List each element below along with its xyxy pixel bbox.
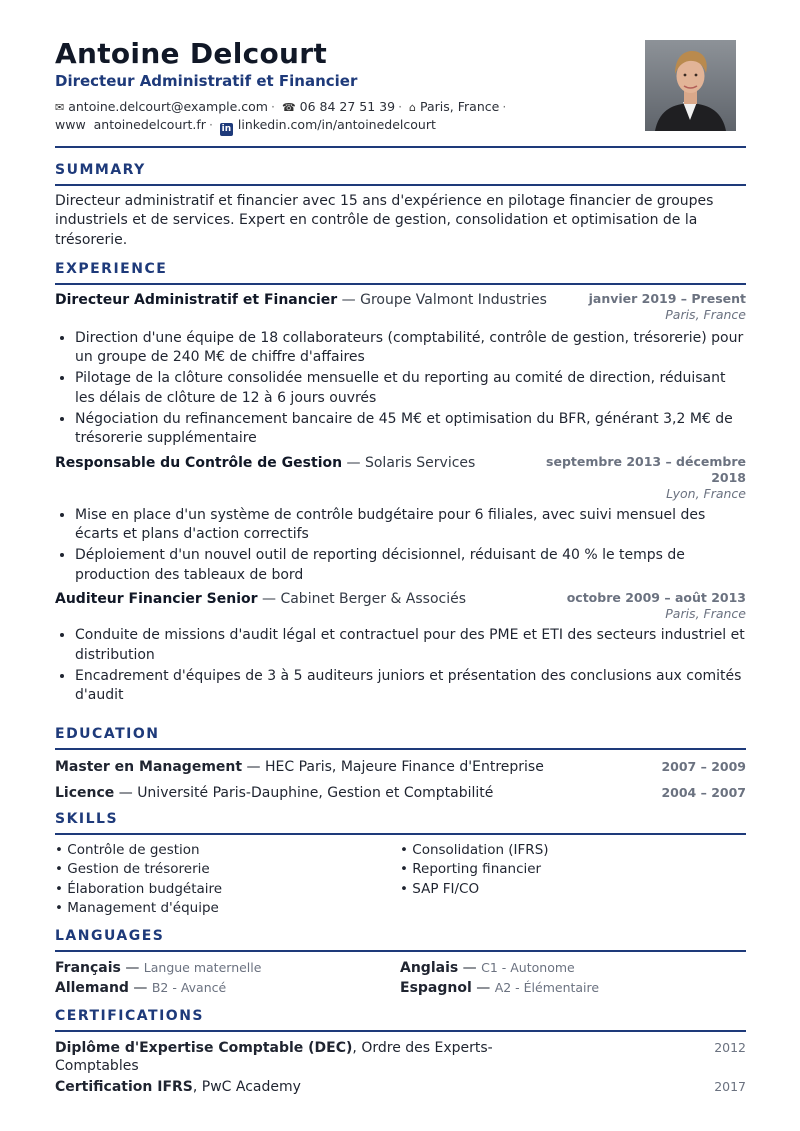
certification-issuer: Ordre des Experts-Comptables (55, 1039, 493, 1074)
certification-name: Certification IFRS (55, 1078, 193, 1095)
job-role: Directeur Administratif et Financier (55, 291, 338, 308)
phone-icon: ☎ (281, 101, 296, 114)
job-location: Paris, France (665, 606, 746, 621)
section-divider (55, 184, 746, 186)
job-bullets (55, 506, 746, 586)
resume-header (55, 38, 746, 138)
job-dates: septembre 2013 – décembre 2018 (546, 453, 746, 485)
email-link[interactable]: antoine.delcourt@example.com (68, 99, 268, 114)
candidate-title: Directeur Administratif et Financier (55, 72, 358, 90)
degree-name: Licence (55, 784, 115, 801)
skill-item: • Management d'équipe (55, 900, 219, 916)
section-title-skills: SKILLS (55, 811, 119, 827)
job-dates: janvier 2019 – Present (588, 290, 746, 306)
degree-dates: 2007 – 2009 (661, 758, 746, 774)
job-entry: Responsable du Contrôle de Gestion — Solaris Services septembre 2013 – décembre 2018 Lyon, France (55, 453, 746, 501)
header-divider (55, 146, 746, 148)
language-item: Anglais — C1 - Autonome (400, 959, 575, 976)
profile-photo (645, 40, 736, 131)
section-title-certifications: CERTIFICATIONS (55, 1008, 205, 1024)
experience-section (55, 261, 746, 707)
job-company: Solaris Services (364, 454, 476, 471)
section-divider (55, 283, 746, 285)
certification-entry: Certification IFRS, PwC Academy 2017 (55, 1078, 746, 1095)
skill-item: • Gestion de trésorerie (55, 861, 210, 877)
section-title-summary: SUMMARY (55, 162, 146, 178)
list-item: • Direction d'une équipe de 18 collaborateurs (comptabilité, contrôle de gestion, trésorerie) pour un groupe de 240 M€ de chiffre d'affaires (75, 329, 746, 368)
job-location: Paris, France (665, 306, 746, 322)
website-link[interactable]: antoinedelcourt.fr (93, 116, 206, 132)
certification-year: 2012 (714, 1039, 746, 1055)
education-entry: Licence — Université Paris-Dauphine, Gestion et Comptabilité 2004 – 2007 (55, 784, 746, 801)
list-item: • Déploiement d'un nouvel outil de reporting décisionnel, réduisant de 40 % le temps de production des tableaux de bord (75, 546, 746, 585)
summary-text: Directeur administratif et financier avec 15 ans d'expérience en pilotage financier de groupes industriels et de services. Expert en contrôle de gestion, consolidation et optimisation de la trésorerie. (55, 192, 714, 248)
language-item: Français — Langue maternelle (55, 959, 262, 976)
candidate-name: Antoine Delcourt (55, 37, 328, 70)
contact-line: ✉ antoine.delcourt@example.com · ☎ 06 84 27 51 39 · ⌂ Paris, France · www antoinedelcourt.fr · in linkedin.com/in/antoinedelcourt (55, 99, 507, 134)
job-entry: Auditeur Financier Senior — Cabinet Berger & Associés octobre 2009 – août 2013 Paris, France (55, 590, 746, 621)
degree-name: Master en Management (55, 758, 243, 775)
languages-section (55, 928, 746, 998)
education-section (55, 726, 746, 802)
job-role: Auditeur Financier Senior (55, 591, 258, 607)
degree-dates: 2004 – 2007 (661, 784, 746, 800)
job-company: Cabinet Berger & Associés (280, 591, 467, 607)
skill-item: • Reporting financier (400, 861, 542, 877)
phone-number[interactable]: 06 84 27 51 39 (299, 99, 396, 114)
list-item: • Mise en place d'un système de contrôle budgétaire pour 6 filiales, avec suivi mensuel des écarts et plans d'action correctifs (75, 506, 746, 545)
certifications-section (55, 1008, 746, 1096)
certification-year: 2017 (714, 1078, 746, 1094)
skills-column-left (55, 841, 400, 919)
list-item: • Pilotage de la clôture consolidée mensuelle et du reporting au comité de direction, réduisant les délais de clôture de 12 à 6 jours ouvrés (75, 369, 746, 408)
language-item: Allemand — B2 - Avancé (55, 979, 227, 996)
language-item: Espagnol — A2 - Élémentaire (400, 979, 600, 996)
website-label: www (55, 116, 86, 132)
job-bullets (55, 626, 746, 706)
skill-item: • SAP FI/CO (400, 880, 480, 897)
degree-detail: Université Paris-Dauphine, Gestion et Comptabilité (137, 784, 494, 801)
list-item: • Conduite de missions d'audit légal et contractuel pour des PME et ETI des secteurs industriel et distribution (75, 626, 746, 665)
home-icon: ⌂ (409, 101, 417, 114)
list-item: • Négociation du refinancement bancaire de 45 M€ et optimisation du BFR, générant 3,2 M€ de trésorerie supplémentaire (75, 410, 746, 449)
location-text: Paris, France (420, 99, 500, 114)
section-title-languages: LANGUAGES (55, 928, 165, 944)
certification-entry: Diplôme d'Expertise Comptable (DEC), Ordre des Experts-Comptables 2012 (55, 1039, 746, 1074)
job-entry: Directeur Administratif et Financier — Groupe Valmont Industries janvier 2019 – Present Paris, France (55, 290, 746, 322)
section-divider (55, 950, 746, 952)
skill-item: • Élaboration budgétaire (55, 880, 223, 897)
section-title-experience: EXPERIENCE (55, 261, 168, 277)
job-bullets (55, 329, 746, 449)
degree-detail: HEC Paris, Majeure Finance d'Entreprise (264, 758, 544, 775)
job-role: Responsable du Contrôle de Gestion (55, 454, 343, 471)
skills-column-right (400, 841, 745, 919)
mail-icon: ✉ (55, 101, 65, 114)
job-location: Lyon, France (666, 485, 746, 501)
education-entry: Master en Management — HEC Paris, Majeure Finance d'Entreprise 2007 – 2009 (55, 758, 746, 775)
section-divider (55, 748, 746, 750)
section-divider (55, 833, 746, 835)
linkedin-icon: in (221, 123, 232, 134)
skill-item: • Consolidation (IFRS) (400, 841, 549, 858)
job-company: Groupe Valmont Industries (360, 291, 547, 308)
linkedin-link[interactable]: linkedin.com/in/antoinedelcourt (237, 116, 436, 132)
list-item: • Encadrement d'équipes de 3 à 5 auditeurs juniors et présentation des conclusions aux comités d'audit (75, 667, 746, 706)
skill-item: • Contrôle de gestion (55, 841, 200, 858)
certification-name: Diplôme d'Expertise Comptable (DEC) (55, 1039, 353, 1056)
section-divider (55, 1030, 746, 1032)
certification-issuer: PwC Academy (201, 1078, 301, 1095)
summary-section (55, 162, 746, 250)
section-title-education: EDUCATION (55, 726, 160, 742)
job-dates: octobre 2009 – août 2013 (566, 590, 746, 605)
skills-section (55, 811, 746, 919)
